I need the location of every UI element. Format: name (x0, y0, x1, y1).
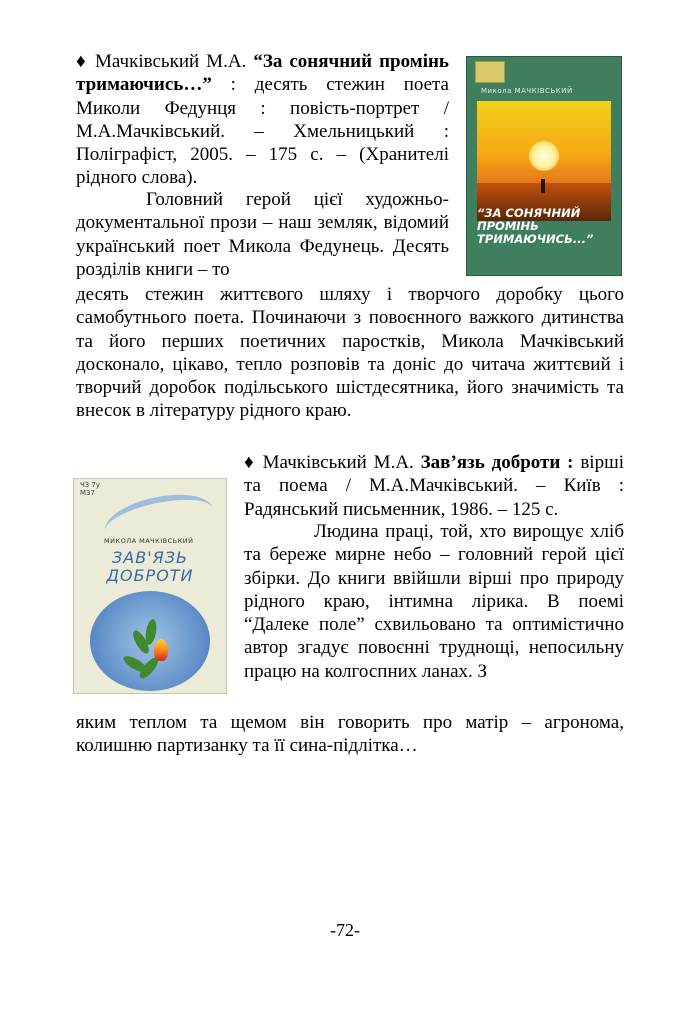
book-title: “За сонячний промінь тримаючись…” (76, 51, 449, 96)
entry-author: Мачківський М.А. (87, 51, 254, 72)
book-cover-image (466, 56, 622, 276)
bullet: ♦ (76, 51, 88, 72)
entry-details: вірші та поема / М.А.Мачківський. – Київ : Радянський письменник, 1986. – 125 с. (244, 452, 624, 520)
library-stamp (475, 61, 505, 83)
bibliographic-entry-2 (244, 451, 624, 521)
person-silhouette (541, 179, 545, 193)
entry-details: : десять стежин поета Миколи Федунця : повість-портрет / М.А.Мачківський. – Хмельницький : Поліграфіст, 2005. – 175 с. – (Хранителі рідного слова). (76, 74, 449, 189)
book-title: Зав’язь доброти : (420, 452, 574, 473)
entry-author: Мачківський М.А. (255, 452, 421, 473)
annotation-paragraph: Головний герой цієї художньо-документальної прози – наш земляк, відомий український поет Микола Федунець. Десять розділів книги – то (76, 189, 449, 280)
cover-title: “ЗА СОНЯЧНИЙ ПРОМІНЬ ТРИМАЮЧИСЬ...” (477, 206, 594, 246)
sunset-illustration (477, 101, 611, 221)
library-stamp: Ч3 7у М37 (80, 481, 101, 497)
annotation-paragraph: Людина праці, той, хто вирощує хліб та береже мирне небо – головний герой цієї збірки. До книги ввійшли вірші про природу рідного краю, інтимна лірика. В поемі “Далеке поле” схвильовано та оптимістично автор згадує повоєнні труднощі, непосильну працю на колгоспних ланах. З (244, 521, 624, 682)
cover-title: ЗАВ'ЯЗЬ ДОБРОТИ (106, 548, 194, 585)
book-cover-image (73, 478, 227, 694)
cover-author: МИКОЛА МАЧКІВСЬКИЙ (104, 537, 194, 545)
flame-graphic (154, 639, 168, 661)
sun-graphic (529, 141, 559, 171)
annotation-paragraph-continued: яким теплом та щемом він говорить про матір – агронома, колишню партизанку та її сина-підлітка… (76, 712, 624, 757)
bullet: ♦ (244, 452, 256, 473)
annotation-paragraph-continued: десять стежин життєвого шляху і творчого доробку цього самобутнього поета. Починаючи з повоєнного важкого дитинства та його перших поетичних паростків, Микола Мачківський досконало, цікаво, тепло розповів та доніс до читача життєвий і творчий доробок подільського шістдесятника, його значимість та внесок в літературу рідного краю. (76, 284, 624, 422)
page-number: -72- (330, 920, 360, 940)
bibliographic-entry-1 (76, 50, 449, 190)
cover-author: Микола МАЧКІВСЬКИЙ (481, 87, 573, 95)
